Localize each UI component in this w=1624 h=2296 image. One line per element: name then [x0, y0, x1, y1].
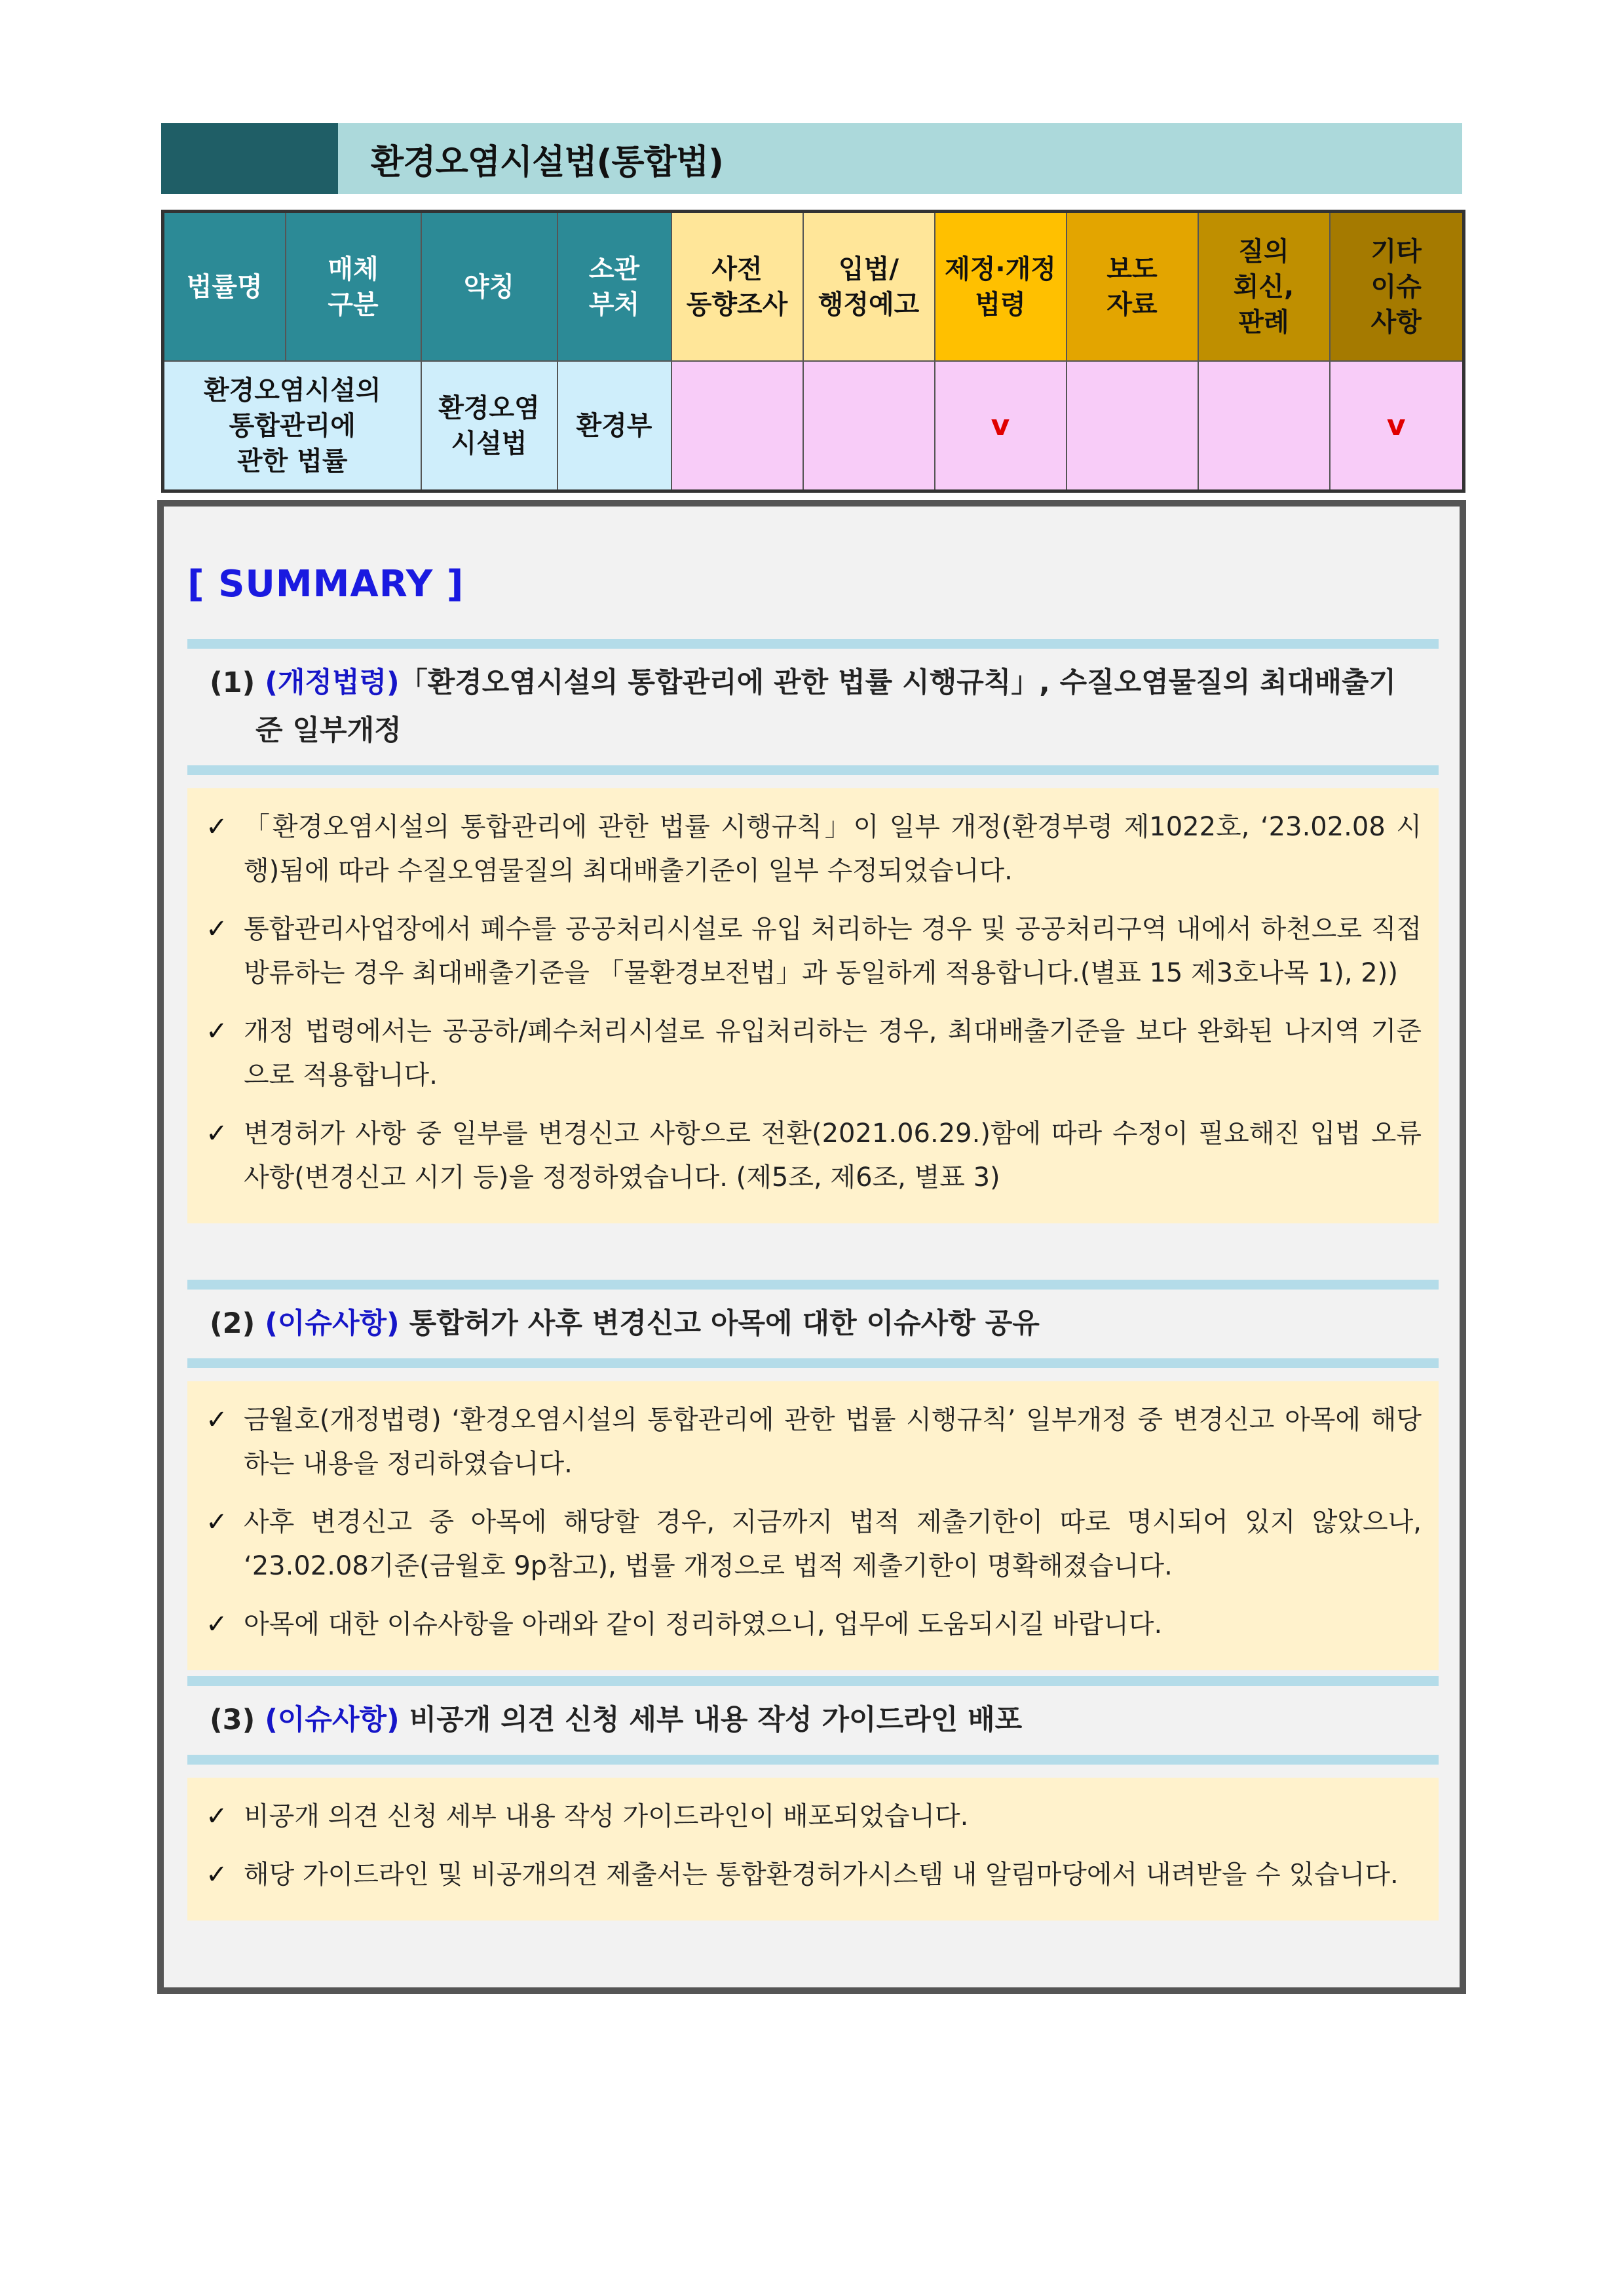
- check-icon: ✓: [206, 914, 228, 944]
- section-2-bullets: [187, 1381, 1439, 1670]
- header-law-name: [163, 212, 286, 362]
- section-2-heading: [187, 1280, 1439, 1368]
- cell-prior-survey: [671, 361, 803, 491]
- cell-text: 환경오염시설의 통합관리에 관한 법률: [204, 375, 381, 476]
- header-label: 법률명: [186, 271, 263, 302]
- header-inquiry-reply: [1198, 212, 1330, 362]
- header-label: 질의 회신, 판례: [1233, 236, 1294, 337]
- header-other-issues: [1330, 212, 1464, 362]
- check-icon: ✓: [206, 1801, 228, 1831]
- header-prior-survey: [671, 212, 803, 362]
- check-icon: ✓: [206, 1609, 228, 1639]
- header-short-name: [421, 212, 557, 362]
- check-icon: ✓: [206, 1405, 228, 1435]
- summary-title: [ SUMMARY ]: [187, 563, 464, 605]
- cell-press-release: [1067, 361, 1198, 491]
- table-row: [163, 361, 1464, 491]
- header-label: 제정·개정 법령: [945, 254, 1056, 320]
- summary-box: [157, 500, 1466, 1994]
- list-item: ✓ 「환경오염시설의 통합관리에 관한 법률 시행규칙」이 일부 개정(환경부령 제1022호, ‘23.02.08 시행)됨에 따라 수질오염물질의 최대배출기준이 일부 수정되었습니다.: [206, 805, 1422, 893]
- section-2-number: (2): [210, 1307, 255, 1340]
- cell-text: 환경오염 시설법: [438, 392, 540, 459]
- cell-other-issues: [1330, 361, 1464, 491]
- table-header-row: [163, 212, 1464, 362]
- list-item: ✓ 해당 가이드라인 및 비공개의견 제출서는 통합환경허가시스템 내 알림마당에서 내려받을 수 있습니다.: [206, 1853, 1422, 1897]
- section-2-tag: (이슈사항): [265, 1307, 400, 1340]
- section-3-tag: (이슈사항): [265, 1704, 400, 1736]
- header-label: 소관 부처: [588, 254, 640, 320]
- cell-ministry: 환경부: [557, 361, 671, 491]
- section-3-heading: [187, 1676, 1439, 1765]
- cell-inquiry-reply: [1198, 361, 1330, 491]
- list-item: ✓ 금월호(개정법령) ‘환경오염시설의 통합관리에 관한 법률 시행규칙’ 일부개정 중 변경신고 아목에 해당하는 내용을 정리하였습니다.: [206, 1398, 1422, 1486]
- header-enacted-amended: [935, 212, 1067, 362]
- section-2-title: 통합허가 사후 변경신고 아목에 대한 이슈사항 공유: [409, 1307, 1040, 1340]
- header-label: 약칭: [463, 271, 515, 302]
- header-label: 사전 동향조사: [686, 254, 788, 320]
- section-1-bullets: [187, 788, 1439, 1223]
- header-ministry: [557, 212, 671, 362]
- check-mark-other: v: [1386, 408, 1406, 442]
- list-item: ✓ 사후 변경신고 중 아목에 해당할 경우, 지금까지 법적 제출기한이 따로 명시되어 있지 않았으나, ‘23.02.08기준(금월호 9p참고), 법률 개정으로 법적 제출기한이 명확해졌습니다.: [206, 1501, 1422, 1588]
- check-mark-amended: v: [991, 408, 1010, 442]
- check-icon: ✓: [206, 1016, 228, 1046]
- header-legislative-notice: [803, 212, 935, 362]
- title-accent-block: [161, 123, 338, 194]
- cell-enacted-amended: [935, 361, 1067, 491]
- header-label: 보도 자료: [1106, 254, 1158, 320]
- title-banner: [161, 123, 1462, 194]
- list-item: ✓ 변경허가 사항 중 일부를 변경신고 사항으로 전환(2021.06.29.)함에 따라 수정이 필요해진 입법 오류사항(변경신고 시기 등)을 정정하였습니다. (제5조, 제6조, 별표 3): [206, 1112, 1422, 1200]
- section-3-bullets: [187, 1778, 1439, 1921]
- cell-short-name: [421, 361, 557, 491]
- header-press-release: [1067, 212, 1198, 362]
- section-1-title: 「환경오염시설의 통합관리에 관한 법률 시행규칙」, 수질오염물질의 최대배출기준 일부개정: [255, 666, 1397, 748]
- cell-law-name: [163, 361, 421, 491]
- header-label: 기타 이슈 사항: [1370, 236, 1422, 337]
- list-item: ✓ 통합관리사업장에서 폐수를 공공처리시설로 유입 처리하는 경우 및 공공처리구역 내에서 하천으로 직접 방류하는 경우 최대배출기준을 「물환경보전법」과 동일하게 적용합니다.(별표 15 제3호나목 1), 2)): [206, 908, 1422, 995]
- check-icon: ✓: [206, 812, 228, 842]
- law-info-table: [161, 210, 1465, 493]
- section-1-tag: (개정법령): [265, 666, 400, 699]
- section-1-number: (1): [210, 666, 255, 699]
- section-3-number: (3): [210, 1704, 255, 1736]
- page-title: 환경오염시설법(통합법): [371, 142, 723, 182]
- list-item: ✓ 아목에 대한 이슈사항을 아래와 같이 정리하였으니, 업무에 도움되시길 바랍니다.: [206, 1603, 1422, 1647]
- section-3-title: 비공개 의견 신청 세부 내용 작성 가이드라인 배포: [409, 1704, 1023, 1736]
- header-label: 입법/ 행정예고: [818, 254, 920, 320]
- check-icon: ✓: [206, 1507, 228, 1537]
- header-media-type: [286, 212, 421, 362]
- list-item: ✓ 비공개 의견 신청 세부 내용 작성 가이드라인이 배포되었습니다.: [206, 1795, 1422, 1839]
- header-label: 매체 구분: [328, 254, 379, 320]
- check-icon: ✓: [206, 1860, 228, 1890]
- check-icon: ✓: [206, 1119, 228, 1149]
- cell-legislative-notice: [803, 361, 935, 491]
- title-area: [338, 123, 1462, 194]
- section-1-heading: [187, 639, 1439, 775]
- list-item: ✓ 개정 법령에서는 공공하/폐수처리시설로 유입처리하는 경우, 최대배출기준을 보다 완화된 나지역 기준으로 적용합니다.: [206, 1010, 1422, 1098]
